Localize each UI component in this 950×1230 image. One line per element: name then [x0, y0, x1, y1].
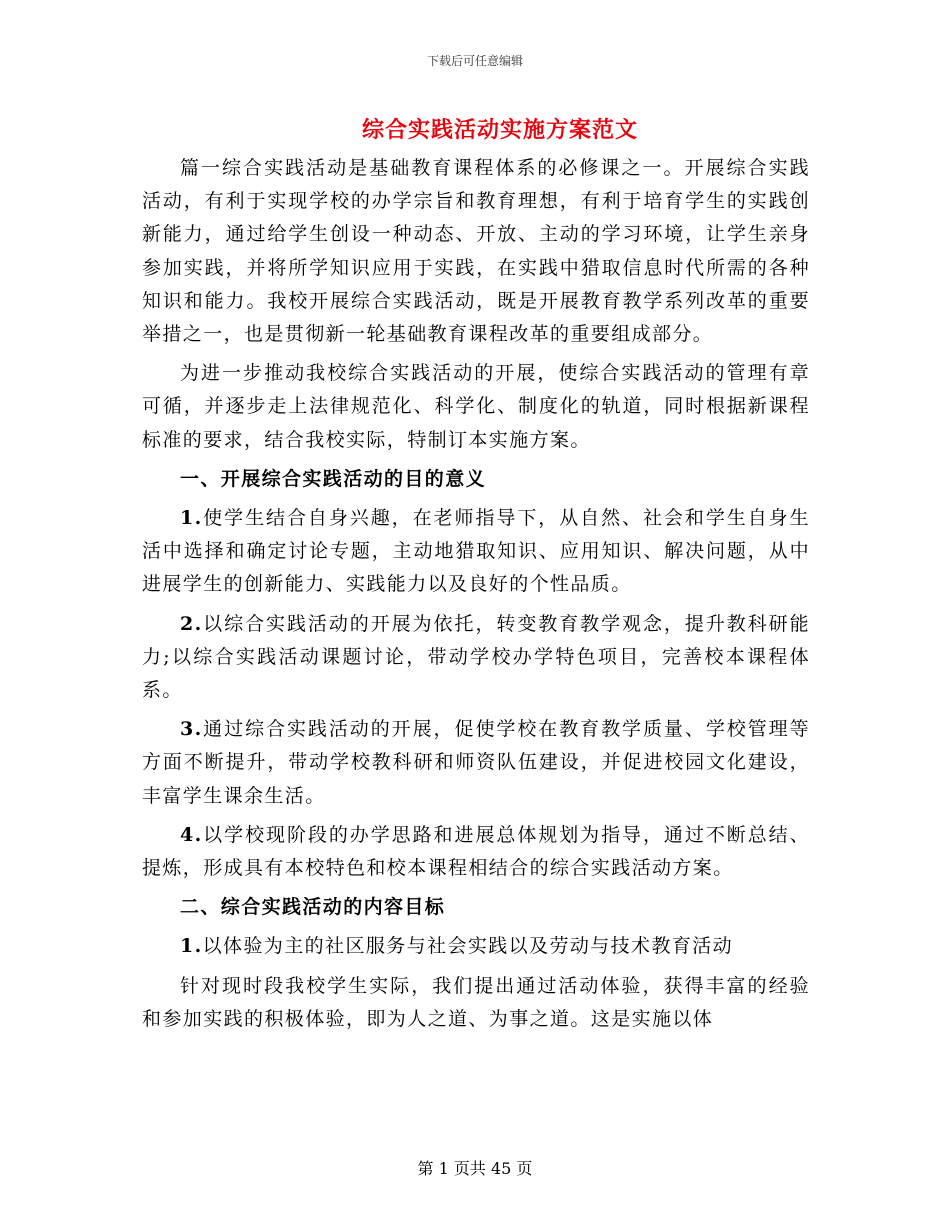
- document-title: 综合实践活动实施方案范文: [361, 117, 638, 143]
- list-item: [142, 608, 810, 708]
- list-item-number: 4.: [180, 823, 203, 846]
- section-heading-2: 二、综合实践活动的内容目标: [180, 896, 446, 919]
- list-item-text: 通过综合实践活动的开展，促使学校在教育教学质量、学校管理等方面不断提升，带动学校教科研和师资队伍建设，并促进校园文化建设，丰富学生课余生活。: [142, 718, 810, 807]
- list-item: [142, 502, 810, 602]
- paragraph-continuation: [142, 970, 810, 1036]
- list-item-number: 3.: [180, 718, 203, 741]
- list-item-text: 以学校现阶段的办学思路和进展总体规划为指导，通过不断总结、提炼，形成具有本校特色和校本课程相结合的综合实践活动方案。: [142, 823, 810, 880]
- paragraph-text: 篇一综合实践活动是基础教育课程体系的必修课之一。开展综合实践活动，有利于实现学校的办学宗旨和教育理想，有利于培育学生的实践创新能力，通过给学生创设一种动态、开放、主动的学习环境，让学生亲身参加实践，并将所学知识应用于实践，在实践中猎取信息时代所需的各种知识和能力。我校开展综合实践活动，既是开展教育教学系列改革的重要举措之一，也是贯彻新一轮基础教育课程改革的重要组成部分。: [142, 157, 810, 346]
- paragraph-purpose: [142, 357, 810, 457]
- list-item-number: 1.: [180, 935, 203, 958]
- list-item: [142, 819, 810, 885]
- page-number-footer: 第 1 页共 45 页: [417, 1159, 533, 1178]
- list-item-text: 以体验为主的社区服务与社会实践以及劳动与技术教育活动: [202, 935, 734, 958]
- list-item-text: 以综合实践活动的开展为依托，转变教育教学观念，提升教科研能力;以综合实践活动课题讨论，带动学校办学特色项目，完善校本课程体系。: [142, 612, 810, 702]
- list-item-number: 1.: [180, 507, 203, 530]
- paragraph-text: 为进一步推动我校综合实践活动的开展，使综合实践活动的管理有章可循，并逐步走上法律规范化、科学化、制度化的轨道，同时根据新课程标准的要求，结合我校实际，特制订本实施方案。: [142, 362, 810, 451]
- page-header-note: 下载后可任意编辑: [426, 54, 523, 68]
- list-item-text: 使学生结合自身兴趣，在老师指导下，从自然、社会和学生自身生活中选择和确定讨论专题，主动地猎取知识、应用知识、解决问题，从中进展学生的创新能力、实践能力以及良好的个性品质。: [142, 507, 810, 596]
- list-item: [142, 930, 810, 963]
- document-body: [142, 152, 810, 1042]
- paragraph-text: 针对现时段我校学生实际，我们提出通过活动体验，获得丰富的经验和参加实践的积极体验，即为人之道、为事之道。这是实施以体: [142, 974, 810, 1030]
- paragraph-intro: [142, 152, 810, 351]
- list-item: [142, 713, 810, 813]
- list-item-number: 2.: [180, 612, 203, 635]
- section-heading-1: 一、开展综合实践活动的目的意义: [180, 467, 487, 490]
